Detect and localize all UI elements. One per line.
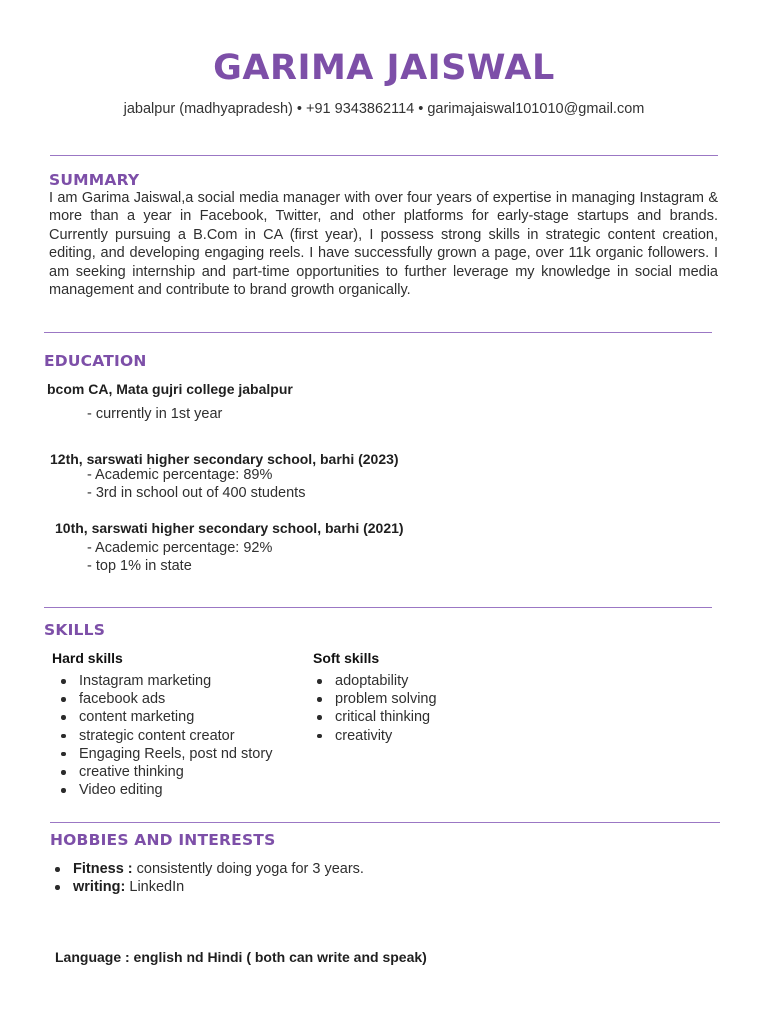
hobby-label: writing:: [73, 879, 126, 896]
candidate-name: GARIMA JAISWAL: [213, 48, 555, 88]
list-item: strategic content creator: [52, 727, 302, 745]
divider: [44, 607, 712, 608]
list-item: creative thinking: [52, 763, 302, 781]
list-item: Instagram marketing: [52, 672, 302, 690]
divider: [44, 332, 712, 333]
list-item: content marketing: [52, 708, 302, 726]
list-item: creativity: [308, 727, 558, 745]
education-entry-title: 12th, sarswati higher secondary school, barhi (2023): [50, 451, 399, 467]
list-item: Engaging Reels, post nd story: [52, 745, 302, 763]
list-item: problem solving: [308, 690, 558, 708]
contact-line: jabalpur (madhyapradesh) • +91 9343862114 • garimajaiswal101010@gmail.com: [123, 101, 645, 117]
language-line: Language : english nd Hindi ( both can write and speak): [55, 949, 427, 965]
list-item: Video editing: [52, 781, 302, 799]
list-item: [46, 860, 646, 878]
hobby-label: Fitness :: [73, 861, 133, 877]
education-entry-detail: - currently in 1st year: [87, 406, 223, 422]
divider: [50, 822, 720, 823]
list-item: facebook ads: [52, 690, 302, 708]
education-entry-title: bcom CA, Mata gujri college jabalpur: [47, 381, 293, 397]
list-item: [46, 878, 646, 896]
list-item: critical thinking: [308, 708, 558, 726]
soft-skills-list: [308, 672, 558, 745]
soft-skills-label: Soft skills: [313, 650, 380, 666]
skills-heading: SKILLS: [44, 621, 106, 639]
education-entry-detail: - top 1% in state: [87, 558, 192, 574]
education-heading: EDUCATION: [44, 352, 147, 370]
list-item: adoptability: [308, 672, 558, 690]
summary-text: I am Garima Jaiswal,a social media manager with over four years of expertise in managing Instagram & more than a year in Facebook, Twitter, and other platforms for early-stage startups and brands. Currently pursuing a B.Com in CA (first year), I possess strong skills in strategic content creation, editing, and developing engaging reels. I have successfully grown a page, over 11k organic followers. I am seeking internship and part-time opportunities to further leverage my knowledge in social media management and contribute to brand growth organically.: [49, 190, 718, 299]
hard-skills-list: [52, 672, 302, 799]
education-entry-detail: - 3rd in school out of 400 students: [87, 485, 306, 501]
education-entry-detail: - Academic percentage: 89%: [87, 467, 273, 483]
divider: [50, 155, 718, 156]
education-entry-detail: - Academic percentage: 92%: [87, 540, 273, 556]
summary-heading: SUMMARY: [49, 171, 140, 189]
hobby-text: consistently doing yoga for 3 years.: [132, 861, 364, 877]
education-entry-title: 10th, sarswati higher secondary school, barhi (2021): [55, 520, 404, 536]
hobbies-heading: HOBBIES AND INTERESTS: [50, 831, 276, 849]
hobby-text: LinkedIn: [125, 879, 185, 896]
hard-skills-label: Hard skills: [52, 650, 123, 666]
hobbies-list: [46, 860, 646, 896]
